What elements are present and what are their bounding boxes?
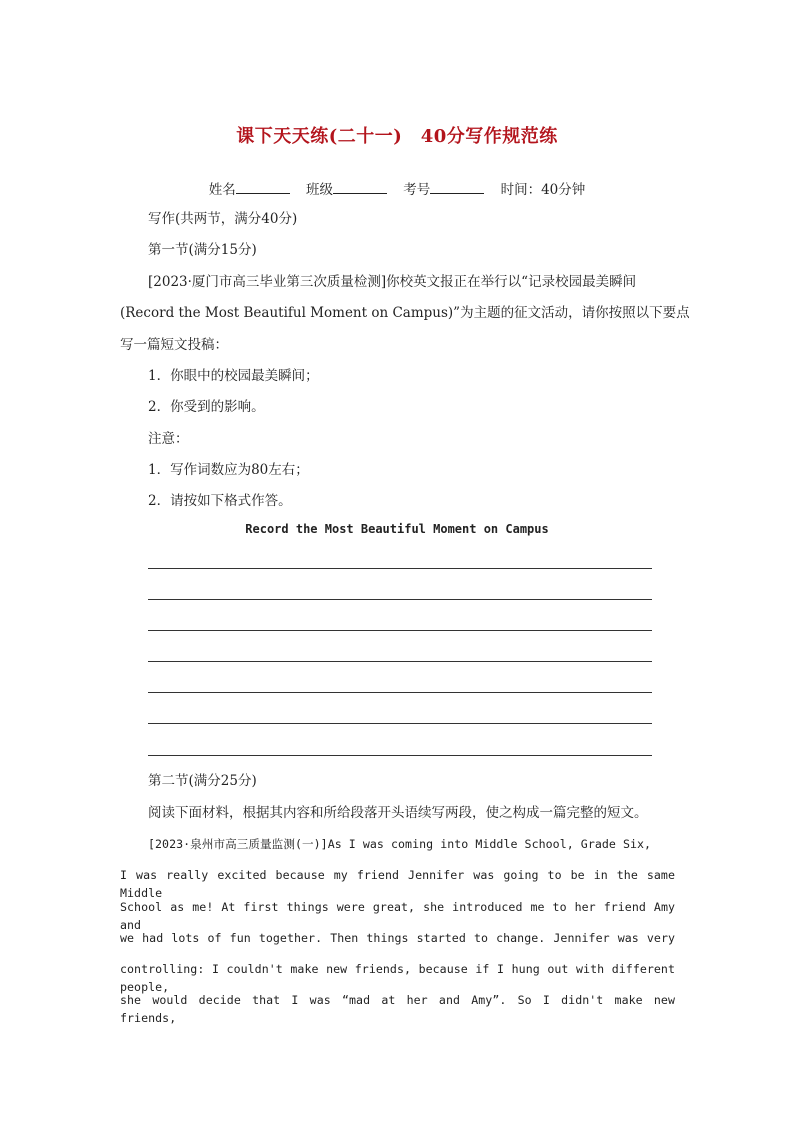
answer-line[interactable]: [148, 723, 652, 724]
answer-line[interactable]: [148, 568, 652, 569]
writing-point-2: 2．你受到的影响。: [148, 399, 265, 415]
writing-point-1: 1．你眼中的校园最美瞬间；: [148, 368, 319, 384]
passage-line: we had lots of fun together. Then things started to change. Jennifer was very: [120, 931, 675, 945]
section1-prompt-line3: 写一篇短文投稿：: [120, 337, 228, 353]
name-field: [209, 178, 290, 198]
exam-number-field: [403, 178, 484, 198]
section1-heading: 第一节(满分15分): [148, 242, 257, 258]
class-label: 班级: [306, 182, 333, 198]
name-blank[interactable]: [236, 181, 290, 194]
time-limit: 时间：40分钟: [500, 182, 586, 198]
writing-heading: 写作(共两节，满分40分): [148, 211, 298, 227]
section2-heading: 第二节(满分25分): [148, 773, 257, 789]
note-1: 1．写作词数应为80左右；: [148, 462, 309, 478]
passage-line: controlling: I couldn't make new friends, because if I hung out with different people,: [120, 962, 675, 994]
passage-line: she would decide that I was “mad at her and Amy”. So I didn't make new friends,: [120, 993, 675, 1025]
note-2: 2．请按如下格式作答。: [148, 493, 292, 509]
essay-title: Record the Most Beautiful Moment on Campus: [245, 522, 549, 536]
notes-label: 注意：: [148, 431, 189, 447]
answer-line[interactable]: [148, 630, 652, 631]
section1-prompt-line1: [2023·厦门市高三毕业第三次质量检测]你校英文报正在举行以“记录校园最美瞬间: [148, 274, 637, 290]
passage-line: I was really excited because my friend Jennifer was going to be in the same Middle: [120, 868, 675, 900]
passage-line: School as me! At first things were great, she introduced me to her friend Amy and: [120, 900, 675, 932]
answer-line[interactable]: [148, 599, 652, 600]
student-info-row: [0, 178, 794, 198]
answer-line[interactable]: [148, 692, 652, 693]
class-field: [306, 178, 387, 198]
answer-line[interactable]: [148, 755, 652, 756]
page-title: 课下天天练(二十一) 40分写作规范练: [236, 126, 558, 147]
exam-number-label: 考号: [403, 182, 431, 198]
exam-number-blank[interactable]: [430, 181, 484, 194]
section2-instruction: 阅读下面材料，根据其内容和所给段落开头语续写两段，使之构成一篇完整的短文。: [148, 805, 648, 821]
answer-line[interactable]: [148, 661, 652, 662]
name-label: 姓名: [208, 182, 236, 198]
section1-prompt-line2: (Record the Most Beautiful Moment on Campus)”为主题的征文活动，请你按照以下要点: [120, 305, 690, 321]
class-blank[interactable]: [333, 181, 387, 194]
passage-line: [2023·泉州市高三质量监测(一)]As I was coming into Middle School, Grade Six,: [148, 837, 652, 851]
